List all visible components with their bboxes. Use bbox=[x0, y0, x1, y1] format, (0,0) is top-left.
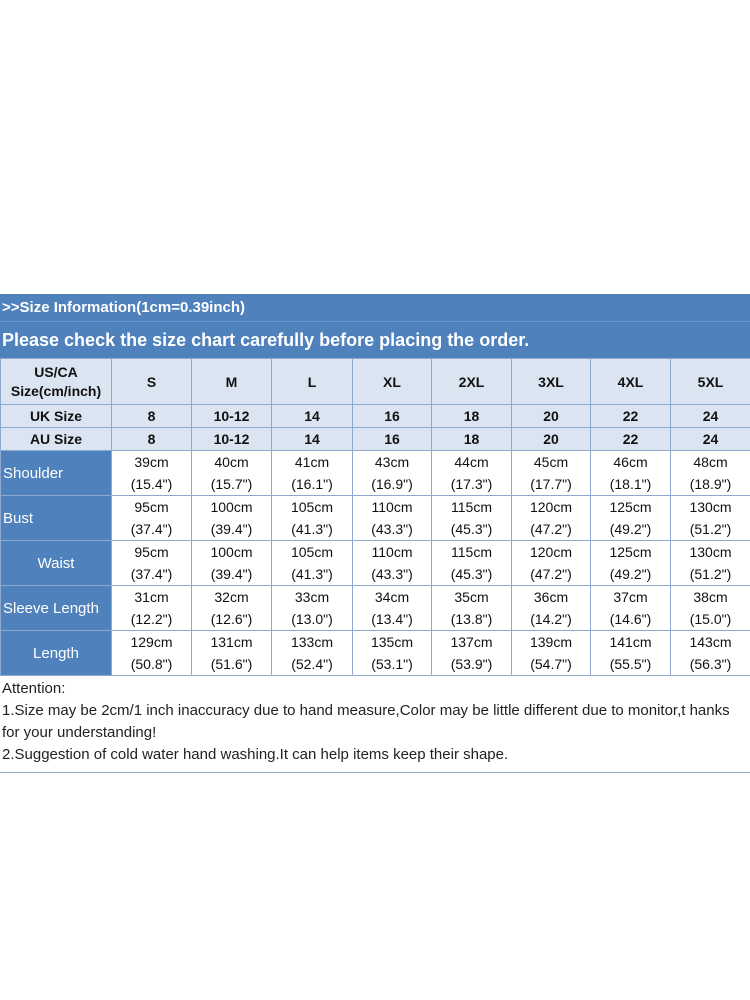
size-chart bbox=[0, 294, 750, 773]
inch-value: (15.0") bbox=[689, 611, 732, 627]
cm-value: 129cm bbox=[130, 634, 173, 650]
attention-title: Attention: bbox=[2, 680, 66, 697]
measurement-cell bbox=[432, 451, 512, 496]
uk-size-cell: 22 bbox=[591, 405, 671, 428]
inch-value: (16.1") bbox=[291, 476, 333, 492]
cm-value: 105cm bbox=[290, 544, 334, 560]
cm-value: 110cm bbox=[371, 499, 413, 515]
measurement-cell bbox=[112, 496, 192, 541]
au-size-cell: 24 bbox=[671, 428, 750, 451]
inch-value: (41.3") bbox=[291, 521, 333, 537]
cm-value: 48cm bbox=[693, 454, 728, 470]
inch-value: (47.2") bbox=[530, 566, 572, 582]
cm-value: 105cm bbox=[290, 499, 334, 515]
inch-value: (17.7") bbox=[530, 476, 572, 492]
cm-value: 115cm bbox=[451, 499, 492, 515]
sleeve-length-row bbox=[1, 586, 750, 631]
measurement-cell bbox=[591, 496, 671, 541]
us-size-cell: 3XL bbox=[512, 359, 591, 405]
au-size-cell: 8 bbox=[112, 428, 192, 451]
cm-value: 35cm bbox=[454, 589, 489, 605]
cm-value: 32cm bbox=[214, 589, 249, 605]
cm-value: 34cm bbox=[374, 589, 410, 605]
measurement-cell bbox=[671, 631, 750, 676]
inch-value: (13.4") bbox=[371, 611, 413, 627]
measurement-cell bbox=[272, 541, 353, 586]
au-size-cell: 20 bbox=[512, 428, 591, 451]
measurement-cell bbox=[192, 496, 272, 541]
size-info-heading: >>Size Information(1cm=0.39inch) bbox=[0, 294, 750, 321]
inch-value: (49.2") bbox=[609, 521, 652, 537]
cm-value: 33cm bbox=[294, 589, 330, 605]
inch-value: (56.3") bbox=[689, 656, 732, 672]
inch-value: (50.8") bbox=[130, 656, 173, 672]
cm-value: 133cm bbox=[290, 634, 334, 650]
measurement-cell bbox=[272, 586, 353, 631]
measurement-cell bbox=[512, 586, 591, 631]
measurement-cell bbox=[192, 631, 272, 676]
measurement-cell bbox=[432, 631, 512, 676]
us-size-cell: XL bbox=[353, 359, 432, 405]
inch-value: (16.9") bbox=[371, 476, 413, 492]
cm-value: 125cm bbox=[609, 544, 652, 560]
measurement-cell bbox=[353, 496, 432, 541]
measurement-cell bbox=[192, 586, 272, 631]
uk-size-label: UK Size bbox=[1, 405, 112, 428]
inch-value: (53.9") bbox=[450, 656, 493, 672]
inch-value: (18.1") bbox=[609, 476, 652, 492]
measurement-cell bbox=[272, 451, 353, 496]
inch-value: (55.5") bbox=[609, 656, 652, 672]
cm-value: 40cm bbox=[214, 454, 249, 470]
cm-value: 120cm bbox=[529, 499, 573, 515]
inch-value: (43.3") bbox=[371, 521, 413, 537]
us-size-cell: 4XL bbox=[591, 359, 671, 405]
bust-row bbox=[1, 496, 750, 541]
length-row bbox=[1, 631, 750, 676]
measurement-cell bbox=[192, 541, 272, 586]
cm-value: 43cm bbox=[374, 454, 410, 470]
au-size-cell: 14 bbox=[272, 428, 353, 451]
inch-value: (49.2") bbox=[609, 566, 652, 582]
measurement-cell bbox=[591, 451, 671, 496]
inch-value: (13.0") bbox=[291, 611, 333, 627]
inch-value: (54.7") bbox=[530, 656, 572, 672]
shoulder-row bbox=[1, 451, 750, 496]
sleeve-length-label: Sleeve Length bbox=[1, 586, 112, 631]
inch-value: (53.1") bbox=[371, 656, 413, 672]
measurement-cell bbox=[591, 631, 671, 676]
cm-value: 120cm bbox=[529, 544, 573, 560]
cm-value: 44cm bbox=[454, 454, 489, 470]
uk-size-cell: 14 bbox=[272, 405, 353, 428]
attention-note-2: 2.Suggestion of cold water hand washing.It can help items keep their shape. bbox=[2, 746, 509, 763]
measurement-cell bbox=[112, 451, 192, 496]
us-size-cell: S bbox=[112, 359, 192, 405]
cm-value: 46cm bbox=[613, 454, 648, 470]
us-size-row bbox=[1, 359, 750, 405]
inch-value: (12.6") bbox=[210, 611, 253, 627]
cm-value: 45cm bbox=[533, 454, 569, 470]
uk-size-cell: 10-12 bbox=[192, 405, 272, 428]
measurement-cell bbox=[432, 586, 512, 631]
inch-value: (39.4") bbox=[210, 566, 253, 582]
us-size-cell: 5XL bbox=[671, 359, 750, 405]
measurement-cell bbox=[512, 631, 591, 676]
inch-value: (41.3") bbox=[291, 566, 333, 582]
cm-value: 143cm bbox=[689, 634, 732, 650]
inch-value: (51.2") bbox=[689, 521, 732, 537]
uk-size-cell: 8 bbox=[112, 405, 192, 428]
measurement-cell bbox=[272, 496, 353, 541]
cm-value: 95cm bbox=[134, 499, 169, 515]
cm-value: 131cm bbox=[210, 634, 253, 650]
measurement-cell bbox=[112, 541, 192, 586]
measurement-cell bbox=[353, 541, 432, 586]
cm-value: 100cm bbox=[210, 499, 253, 515]
measurement-cell bbox=[192, 451, 272, 496]
inch-value: (17.3") bbox=[450, 476, 493, 492]
cm-value: 115cm bbox=[451, 544, 492, 560]
cm-value: 38cm bbox=[693, 589, 728, 605]
inch-value: (43.3") bbox=[371, 566, 413, 582]
inch-value: (51.2") bbox=[689, 566, 732, 582]
measurement-cell bbox=[512, 451, 591, 496]
corner-label-line2: Size(cm/inch) bbox=[10, 382, 102, 399]
waist-row bbox=[1, 541, 750, 586]
measurement-cell bbox=[671, 496, 750, 541]
au-size-cell: 22 bbox=[591, 428, 671, 451]
measurement-cell bbox=[671, 541, 750, 586]
au-size-cell: 16 bbox=[353, 428, 432, 451]
inch-value: (15.7") bbox=[210, 476, 253, 492]
inch-value: (14.2") bbox=[530, 611, 572, 627]
cm-value: 100cm bbox=[210, 544, 253, 560]
inch-value: (12.2") bbox=[130, 611, 173, 627]
measurement-cell bbox=[112, 586, 192, 631]
cm-value: 37cm bbox=[613, 589, 648, 605]
us-size-cell: 2XL bbox=[432, 359, 512, 405]
cm-value: 36cm bbox=[533, 589, 569, 605]
measurement-cell bbox=[671, 451, 750, 496]
us-ca-size-header bbox=[1, 359, 112, 405]
cm-value: 39cm bbox=[134, 454, 169, 470]
length-label: Length bbox=[1, 631, 112, 676]
inch-value: (52.4") bbox=[291, 656, 333, 672]
inch-value: (39.4") bbox=[210, 521, 253, 537]
attention-notes bbox=[0, 676, 750, 773]
shoulder-label: Shoulder bbox=[1, 451, 112, 496]
size-chart-instruction: Please check the size chart carefully before placing the order. bbox=[0, 321, 750, 358]
corner-label-line1: US/CA bbox=[34, 363, 78, 380]
uk-size-cell: 24 bbox=[671, 405, 750, 428]
cm-value: 137cm bbox=[450, 634, 493, 650]
au-size-label: AU Size bbox=[1, 428, 112, 451]
measurement-cell bbox=[671, 586, 750, 631]
inch-value: (47.2") bbox=[530, 521, 572, 537]
cm-value: 135cm bbox=[370, 634, 414, 650]
size-table bbox=[0, 358, 750, 676]
measurement-cell bbox=[591, 541, 671, 586]
cm-value: 95cm bbox=[134, 544, 169, 560]
measurement-cell bbox=[353, 451, 432, 496]
cm-value: 141cm bbox=[609, 634, 652, 650]
measurement-cell bbox=[112, 631, 192, 676]
inch-value: (13.8") bbox=[450, 611, 493, 627]
uk-size-cell: 16 bbox=[353, 405, 432, 428]
au-size-cell: 18 bbox=[432, 428, 512, 451]
inch-value: (15.4") bbox=[130, 476, 173, 492]
measurement-cell bbox=[512, 496, 591, 541]
measurement-cell bbox=[353, 631, 432, 676]
au-size-row bbox=[1, 428, 750, 451]
attention-note-1: 1.Size may be 2cm/1 inch inaccuracy due to hand measure,Color may be little different due to monitor,t hanks for your understanding! bbox=[2, 702, 730, 741]
measurement-cell bbox=[353, 586, 432, 631]
cm-value: 31cm bbox=[134, 589, 169, 605]
au-size-cell: 10-12 bbox=[192, 428, 272, 451]
measurement-cell bbox=[272, 631, 353, 676]
us-size-cell: L bbox=[272, 359, 353, 405]
cm-value: 130cm bbox=[689, 499, 732, 515]
measurement-cell bbox=[432, 541, 512, 586]
measurement-cell bbox=[432, 496, 512, 541]
bust-label: Bust bbox=[1, 496, 112, 541]
inch-value: (18.9") bbox=[689, 476, 732, 492]
us-size-cell: M bbox=[192, 359, 272, 405]
inch-value: (45.3") bbox=[450, 521, 493, 537]
cm-value: 125cm bbox=[609, 499, 652, 515]
cm-value: 130cm bbox=[689, 544, 732, 560]
waist-label: Waist bbox=[1, 541, 112, 586]
inch-value: (37.4") bbox=[130, 521, 173, 537]
inch-value: (37.4") bbox=[130, 566, 173, 582]
uk-size-cell: 18 bbox=[432, 405, 512, 428]
inch-value: (14.6") bbox=[609, 611, 652, 627]
uk-size-cell: 20 bbox=[512, 405, 591, 428]
uk-size-row bbox=[1, 405, 750, 428]
measurement-cell bbox=[591, 586, 671, 631]
inch-value: (51.6") bbox=[210, 656, 253, 672]
measurement-cell bbox=[512, 541, 591, 586]
cm-value: 139cm bbox=[529, 634, 573, 650]
cm-value: 110cm bbox=[371, 544, 413, 560]
inch-value: (45.3") bbox=[450, 566, 493, 582]
cm-value: 41cm bbox=[294, 454, 330, 470]
